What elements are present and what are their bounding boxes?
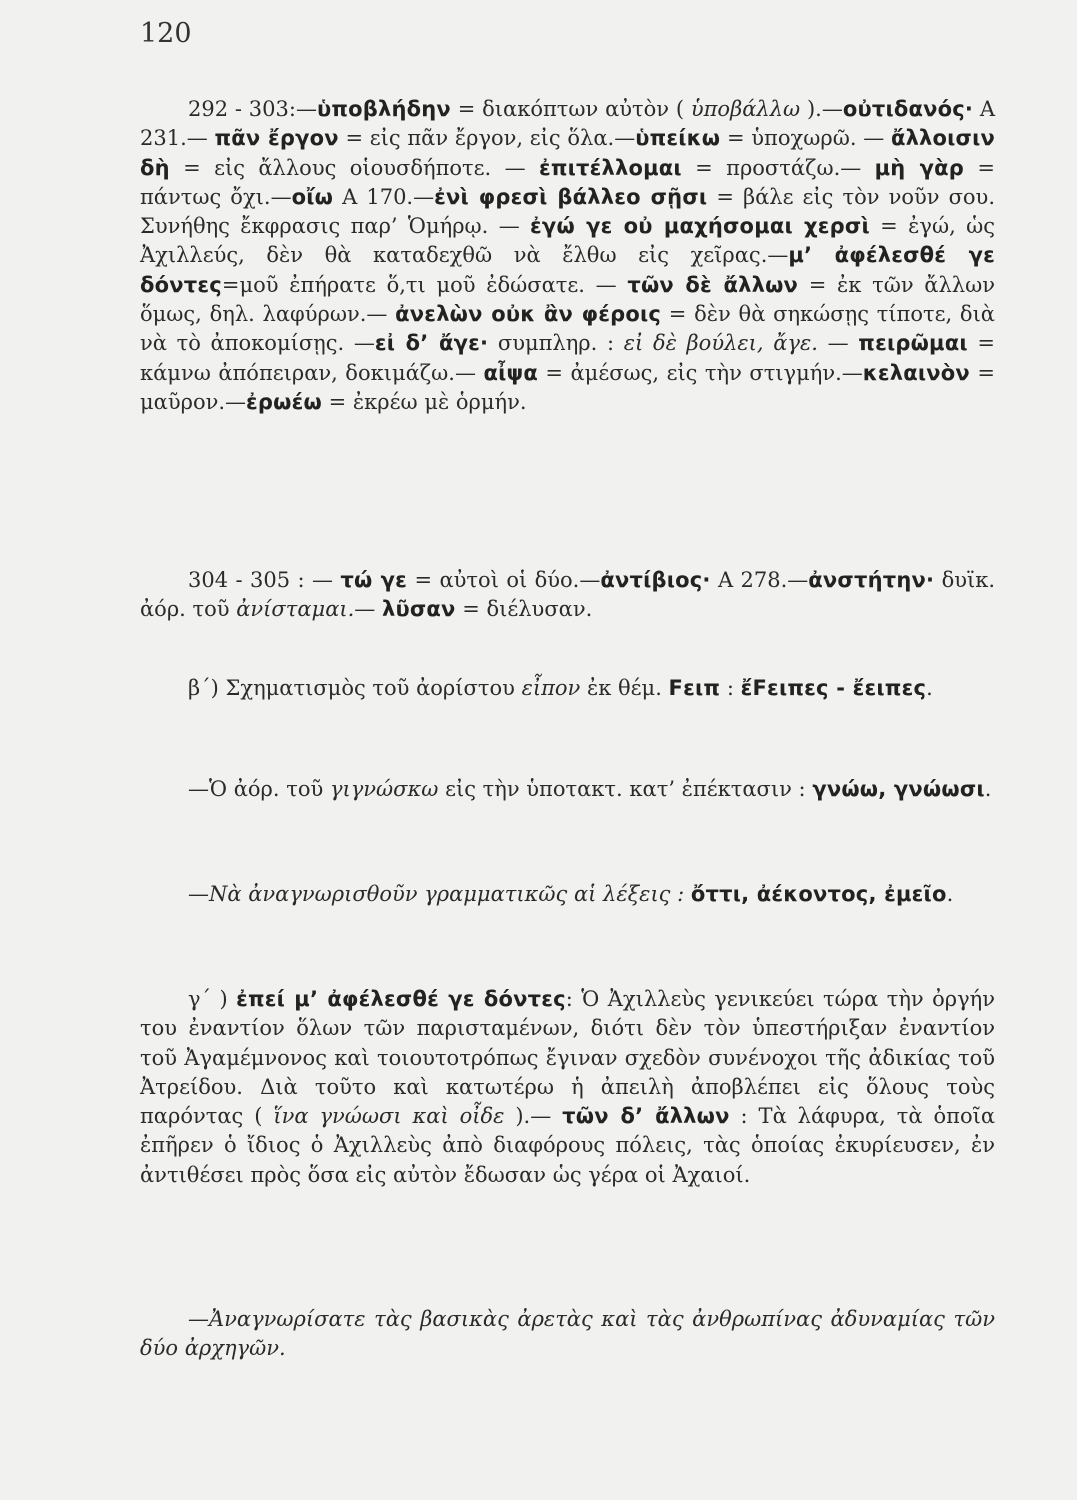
text: = ἐκρέω μὲ ὁρμήν. bbox=[321, 389, 527, 414]
text: = εἰς πᾶν ἔργον, εἰς ὅλα.— bbox=[338, 126, 636, 151]
term: τῶν δ’ ἄλλων bbox=[562, 1104, 730, 1129]
text: = μαῦρον.— bbox=[140, 360, 995, 414]
text: ).— bbox=[800, 97, 843, 121]
text: . bbox=[946, 882, 954, 906]
text: δυϊκ. ἀόρ. τοῦ bbox=[140, 568, 996, 622]
text: = εἰς ἄλλους οἱουσδήποτε. — bbox=[169, 155, 539, 180]
text: Α 231.— bbox=[140, 97, 996, 151]
text: —Ὁ ἀόρ. τοῦ bbox=[188, 777, 330, 801]
term: πειρῶμαι bbox=[858, 331, 968, 356]
text: — bbox=[817, 331, 859, 356]
term: οἴω bbox=[291, 184, 334, 209]
term: ἐνὶ φρεσὶ βάλλεο σῇσι bbox=[434, 184, 708, 209]
text: = διακόπτων αὐτὸν ( bbox=[450, 97, 691, 121]
italic-text: εἰ δὲ βούλει, ἄγε. bbox=[623, 331, 818, 356]
text: = προστάζω.— bbox=[681, 155, 875, 180]
text: ἐκ θέμ. bbox=[580, 676, 669, 700]
text: συμπληρ. : bbox=[488, 331, 624, 356]
term: ἐγώ γε οὐ μαχήσομαι χερσὶ bbox=[530, 214, 870, 239]
text: — bbox=[354, 597, 382, 622]
term: τώ γε bbox=[340, 568, 408, 592]
text bbox=[684, 882, 691, 906]
text: γ΄ ) bbox=[188, 987, 237, 1011]
term: γνώω, γνώωσι bbox=[812, 777, 985, 801]
term: μὴ γὰρ bbox=[874, 155, 965, 180]
term: τῶν δὲ ἄλλων bbox=[627, 272, 799, 297]
text: = ἐκ τῶν ἄλλων ὅμως, δηλ. λαφύρων.— bbox=[140, 272, 995, 327]
text: . bbox=[926, 676, 933, 700]
term: ὑπείκω bbox=[635, 126, 721, 151]
text: εἰς τὴν ὑποτακτ. κατ’ ἐπέκτασιν : bbox=[438, 777, 813, 801]
italic-text: ἵνα γνώωσι καὶ οἶδε bbox=[273, 1104, 505, 1129]
term: Ϝειπ bbox=[668, 676, 721, 700]
term: ἐρωέω bbox=[246, 389, 322, 414]
italic-text: —Νὰ ἀναγνωρισθοῦν γραμματικῶς αἱ λέξεις : bbox=[188, 882, 685, 906]
text: ).— bbox=[504, 1104, 563, 1129]
paragraph-commentary-gamma bbox=[140, 985, 995, 1190]
term: ἄλλοισιν δὴ bbox=[140, 126, 995, 180]
term: λῦσαν bbox=[381, 597, 456, 622]
text: = ἐγώ, ὡς Ἀχιλλεύς, δὲν θὰ καταδεχθῶ νὰ ἔλθω εἰς χεῖρας.— bbox=[140, 214, 995, 268]
paragraph-notes-304-305 bbox=[140, 566, 995, 625]
text: : bbox=[720, 676, 741, 700]
text: = διέλυσαν. bbox=[455, 597, 593, 622]
paragraph-subjunctive bbox=[140, 775, 995, 804]
italic-text: —Ἀναγνωρίσατε τὰς βασικὰς ἀρετὰς καὶ τὰς ἀνθρωπίνας ἀδυναμίας τῶν δύο ἀρχηγῶν. bbox=[140, 1307, 995, 1361]
italic-text: ἀνίσταμαι. bbox=[236, 597, 355, 622]
italic-text: ὑποβάλλω bbox=[690, 97, 801, 121]
paragraph-exercise-leaders bbox=[140, 1305, 995, 1364]
text: = αὐτοὶ οἱ δύο.— bbox=[407, 568, 601, 592]
text: β΄) Σχηματισμὸς τοῦ ἀορίστου bbox=[188, 676, 522, 700]
text: 292 - 303:— bbox=[188, 97, 317, 121]
text: = ἀμέσως, εἰς τὴν στιγμήν.— bbox=[537, 360, 863, 385]
text: = δὲν θὰ σηκώσῃς τίποτε, διὰ νὰ τὸ ἀποκομίσῃς. — bbox=[140, 302, 995, 356]
term: ἀνελὼν οὐκ ἂν φέροις bbox=[395, 302, 662, 327]
term: εἰ δ’ ἄγε· bbox=[374, 331, 489, 356]
text: = κάμνω ἀπόπειραν, δοκιμάζω.— bbox=[140, 331, 995, 385]
text: =μοῦ ἐπήρατε ὅ,τι μοῦ ἐδώσατε. — bbox=[221, 272, 628, 297]
text: = πάντως ὄχι.— bbox=[140, 155, 995, 209]
term: μ’ ἀφέλεσθέ γε δόντες bbox=[140, 243, 995, 297]
italic-text: εἶπον bbox=[521, 676, 581, 700]
text: Α 170.— bbox=[333, 184, 435, 209]
term: ἐπιτέλλομαι bbox=[538, 155, 682, 180]
italic-text: γιγνώσκω bbox=[329, 777, 439, 801]
term: ὑποβλήδην bbox=[316, 97, 451, 121]
text: Α 278.— bbox=[710, 568, 809, 592]
text: . bbox=[984, 777, 992, 801]
text: = βάλε εἰς τὸν νοῦν σου. Συνήθης ἔκφρασις παρ’ Ὁμήρῳ. — bbox=[140, 184, 995, 239]
term: ἐπεί μ’ ἀφέλεσθέ γε δόντες bbox=[236, 987, 566, 1011]
term: ὄττι, ἀέκοντος, ἐμεῖο bbox=[690, 882, 947, 906]
text: : Ὁ Ἀχιλλεὺς γενικεύει τώρα τὴν ὀργήν του ἐναντίον ὅλων τῶν παρισταμένων, διότι δὲν τὸν ὑπεστήριξαν ἐναντίον τοῦ Ἀγαμέμνονος καὶ τοιουτοτρόπως ἔγιναν σχεδὸν συνένοχοι τῆς ἀδικίας τοῦ Ἀτρείδου. Διὰ τοῦτο καὶ κατωτέρω ἡ ἀπειλὴ ἀποβλέπει εἰς ὅλους τοὺς παρόντας ( bbox=[140, 987, 995, 1129]
paragraph-notes-292-303 bbox=[140, 95, 995, 417]
term: οὐτιδανός· bbox=[842, 97, 974, 121]
text: = ὑποχωρῶ. — bbox=[720, 126, 891, 151]
paragraph-exercise-words bbox=[140, 880, 995, 909]
text: 304 - 305 : — bbox=[188, 568, 341, 592]
text: : Τὰ λάφυρα, τὰ ὁποῖα ἐπῆρεν ὁ ἴδιος ὁ Ἀχιλλεὺς ἀπὸ διαφόρους πόλεις, τὰς ὁποίας ἐκυρίευσεν, ἐν ἀντιθέσει πρὸς ὅσα εἰς αὐτὸν ἔδωσαν ὡς γέρα οἱ Ἀχαιοί. bbox=[140, 1104, 995, 1187]
term: πᾶν ἔργον bbox=[214, 126, 339, 151]
term: αἶψα bbox=[483, 360, 538, 385]
page-number: 120 bbox=[140, 18, 192, 49]
term: κελαινὸν bbox=[862, 360, 970, 385]
term: ἀντίβιος· bbox=[600, 568, 711, 592]
term: ἀνστήτην· bbox=[808, 568, 935, 592]
paragraph-aorist-formation bbox=[140, 674, 995, 703]
term: ἔϜειπες - ἔειπες bbox=[740, 676, 927, 700]
